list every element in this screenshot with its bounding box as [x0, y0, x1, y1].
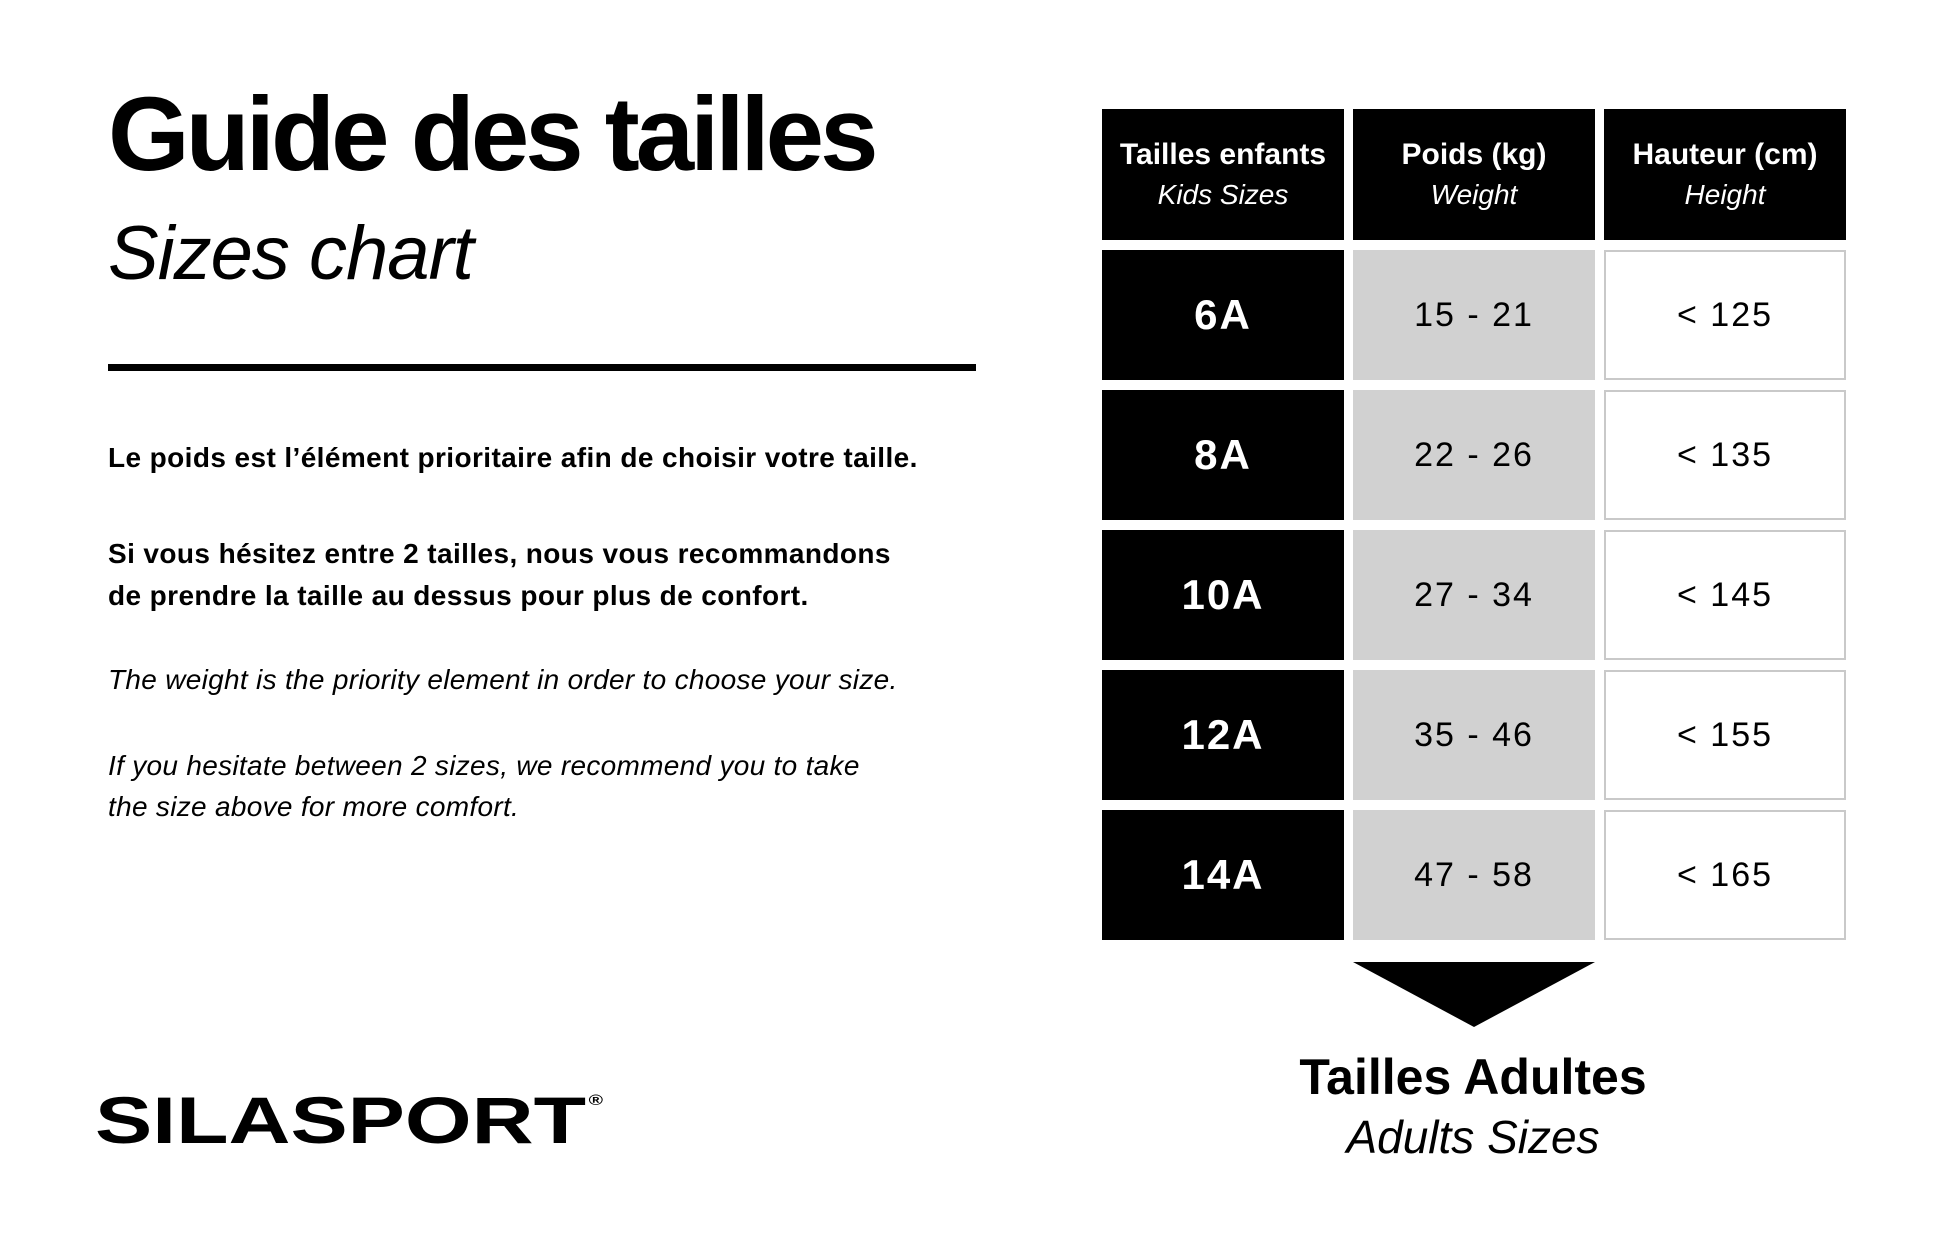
intro-fr-line-1: Le poids est l’élément prioritaire afin de choisir votre taille. — [108, 442, 918, 474]
weight-cell: 27 - 34 — [1353, 530, 1595, 660]
weight-cell: 47 - 58 — [1353, 810, 1595, 940]
header-fr-label: Poids (kg) — [1401, 138, 1547, 172]
header-en-label: Height — [1684, 179, 1766, 211]
brand-logo-text: SILASPORT — [95, 1083, 587, 1157]
height-cell: < 145 — [1604, 530, 1846, 660]
table-header-kids-sizes — [1102, 109, 1344, 240]
table-header-weight — [1353, 109, 1595, 240]
header-en-label: Kids Sizes — [1157, 179, 1289, 211]
intro-en-line-3: the size above for more comfort. — [108, 791, 520, 823]
kids-size-table — [1102, 109, 1846, 940]
weight-cell: 35 - 46 — [1353, 670, 1595, 800]
height-cell: < 165 — [1604, 810, 1846, 940]
down-arrow-icon — [1353, 962, 1595, 1027]
weight-cell: 15 - 21 — [1353, 250, 1595, 380]
intro-en-line-1: The weight is the priority element in order to choose your size. — [108, 664, 898, 696]
header-fr-label: Hauteur (cm) — [1632, 138, 1818, 172]
intro-en-paragraph — [108, 745, 1018, 827]
size-cell: 6A — [1102, 250, 1344, 380]
intro-fr-line-2: Si vous hésitez entre 2 tailles, nous vous recommandons — [108, 538, 891, 570]
size-cell: 8A — [1102, 390, 1344, 520]
page-title: Guide des tailles — [108, 76, 875, 193]
divider-line — [108, 364, 976, 371]
adults-sizes-label-en: Adults Sizes — [1346, 1111, 1600, 1163]
size-cell: 12A — [1102, 670, 1344, 800]
weight-cell: 22 - 26 — [1353, 390, 1595, 520]
page-subtitle: Sizes chart — [108, 211, 473, 297]
intro-fr-paragraph — [108, 533, 1018, 617]
registered-mark: ® — [588, 1092, 603, 1109]
height-cell: < 135 — [1604, 390, 1846, 520]
intro-en-line-2: If you hesitate between 2 sizes, we recommend you to take — [108, 750, 860, 782]
brand-logo — [95, 1082, 603, 1158]
size-cell: 10A — [1102, 530, 1344, 660]
adults-sizes-label-fr: Tailles Adultes — [1299, 1049, 1647, 1105]
intro-fr-line-3: de prendre la taille au dessus pour plus de confort. — [108, 580, 809, 612]
size-cell: 14A — [1102, 810, 1344, 940]
header-fr-label: Tailles enfants — [1119, 138, 1327, 172]
height-cell: < 155 — [1604, 670, 1846, 800]
adults-sizes-section — [1153, 1049, 1793, 1163]
intro-section — [108, 76, 1018, 827]
header-en-label: Weight — [1430, 179, 1518, 211]
height-cell: < 125 — [1604, 250, 1846, 380]
table-header-height — [1604, 109, 1846, 240]
